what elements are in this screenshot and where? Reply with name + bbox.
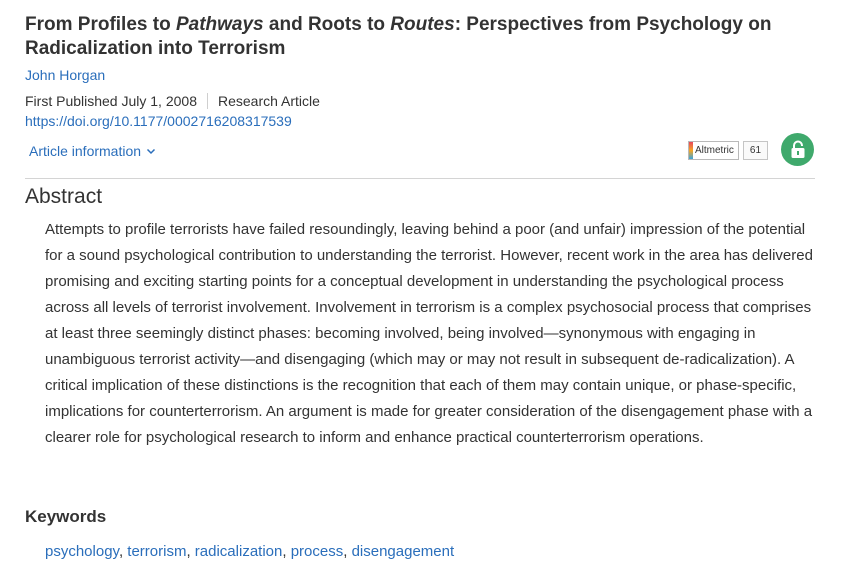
meta-divider <box>207 93 208 109</box>
author-link[interactable]: John Horgan <box>25 67 106 83</box>
chevron-down-icon <box>146 146 156 156</box>
abstract-heading: Abstract <box>25 185 103 208</box>
altmetric-donut-icon <box>689 142 693 159</box>
section-divider <box>25 178 815 179</box>
article-title: From Profiles to Pathways and Roots to Routes: Perspectives from Psychology on Radicalization into Terrorism <box>25 14 772 59</box>
keyword-link[interactable]: disengagement <box>351 543 455 560</box>
article-meta <box>25 93 320 109</box>
altmetric-badge[interactable] <box>688 141 768 160</box>
keyword-separator: , <box>343 543 352 560</box>
keyword-separator: , <box>186 543 195 560</box>
keyword-link[interactable]: process <box>290 543 344 560</box>
keyword-separator: , <box>282 543 291 560</box>
keyword-link[interactable]: radicalization <box>194 543 283 560</box>
altmetric-score: 61 <box>743 141 768 160</box>
article-type: Research Article <box>217 93 320 109</box>
keywords-list <box>45 543 454 560</box>
altmetric-logo: Altmetric <box>688 141 739 160</box>
article-information-toggle[interactable] <box>29 143 156 159</box>
doi-link[interactable]: https://doi.org/10.1177/0002716208317539 <box>25 113 292 129</box>
open-access-badge[interactable] <box>781 133 814 166</box>
unlock-icon <box>790 140 806 159</box>
keyword-link[interactable]: terrorism <box>127 543 187 560</box>
keywords-heading: Keywords <box>25 507 107 526</box>
abstract-text: Attempts to profile terrorists have failed resoundingly, leaving behind a poor (and unfair) impression of the potential for a sound psychological contribution to understanding the terrorist. However, recent work in the area has delivered promising and exciting starting points for a conceptual development in understanding the psychological process across all levels of terrorist involvement. Involvement in terrorism is a complex psychosocial process that comprises at least three seemingly distinct phases: becoming involved, being involved—synonymous with engaging in unambiguous terrorist activity—and disengaging (which may or may not result in subsequent de-radicalization). A critical implication of these distinctions is the recognition that each of them may contain unique, or phase-specific, implications for counterterrorism. An argument is made for greater consideration of the disengagement phase with a clearer role for psychological research to inform and enhance practical counterterrorism operations. <box>45 221 813 446</box>
keyword-link[interactable]: psychology <box>45 543 119 560</box>
published-date: First Published July 1, 2008 <box>25 93 197 109</box>
keyword-separator: , <box>118 543 128 560</box>
article-information-label: Article information <box>29 143 142 159</box>
